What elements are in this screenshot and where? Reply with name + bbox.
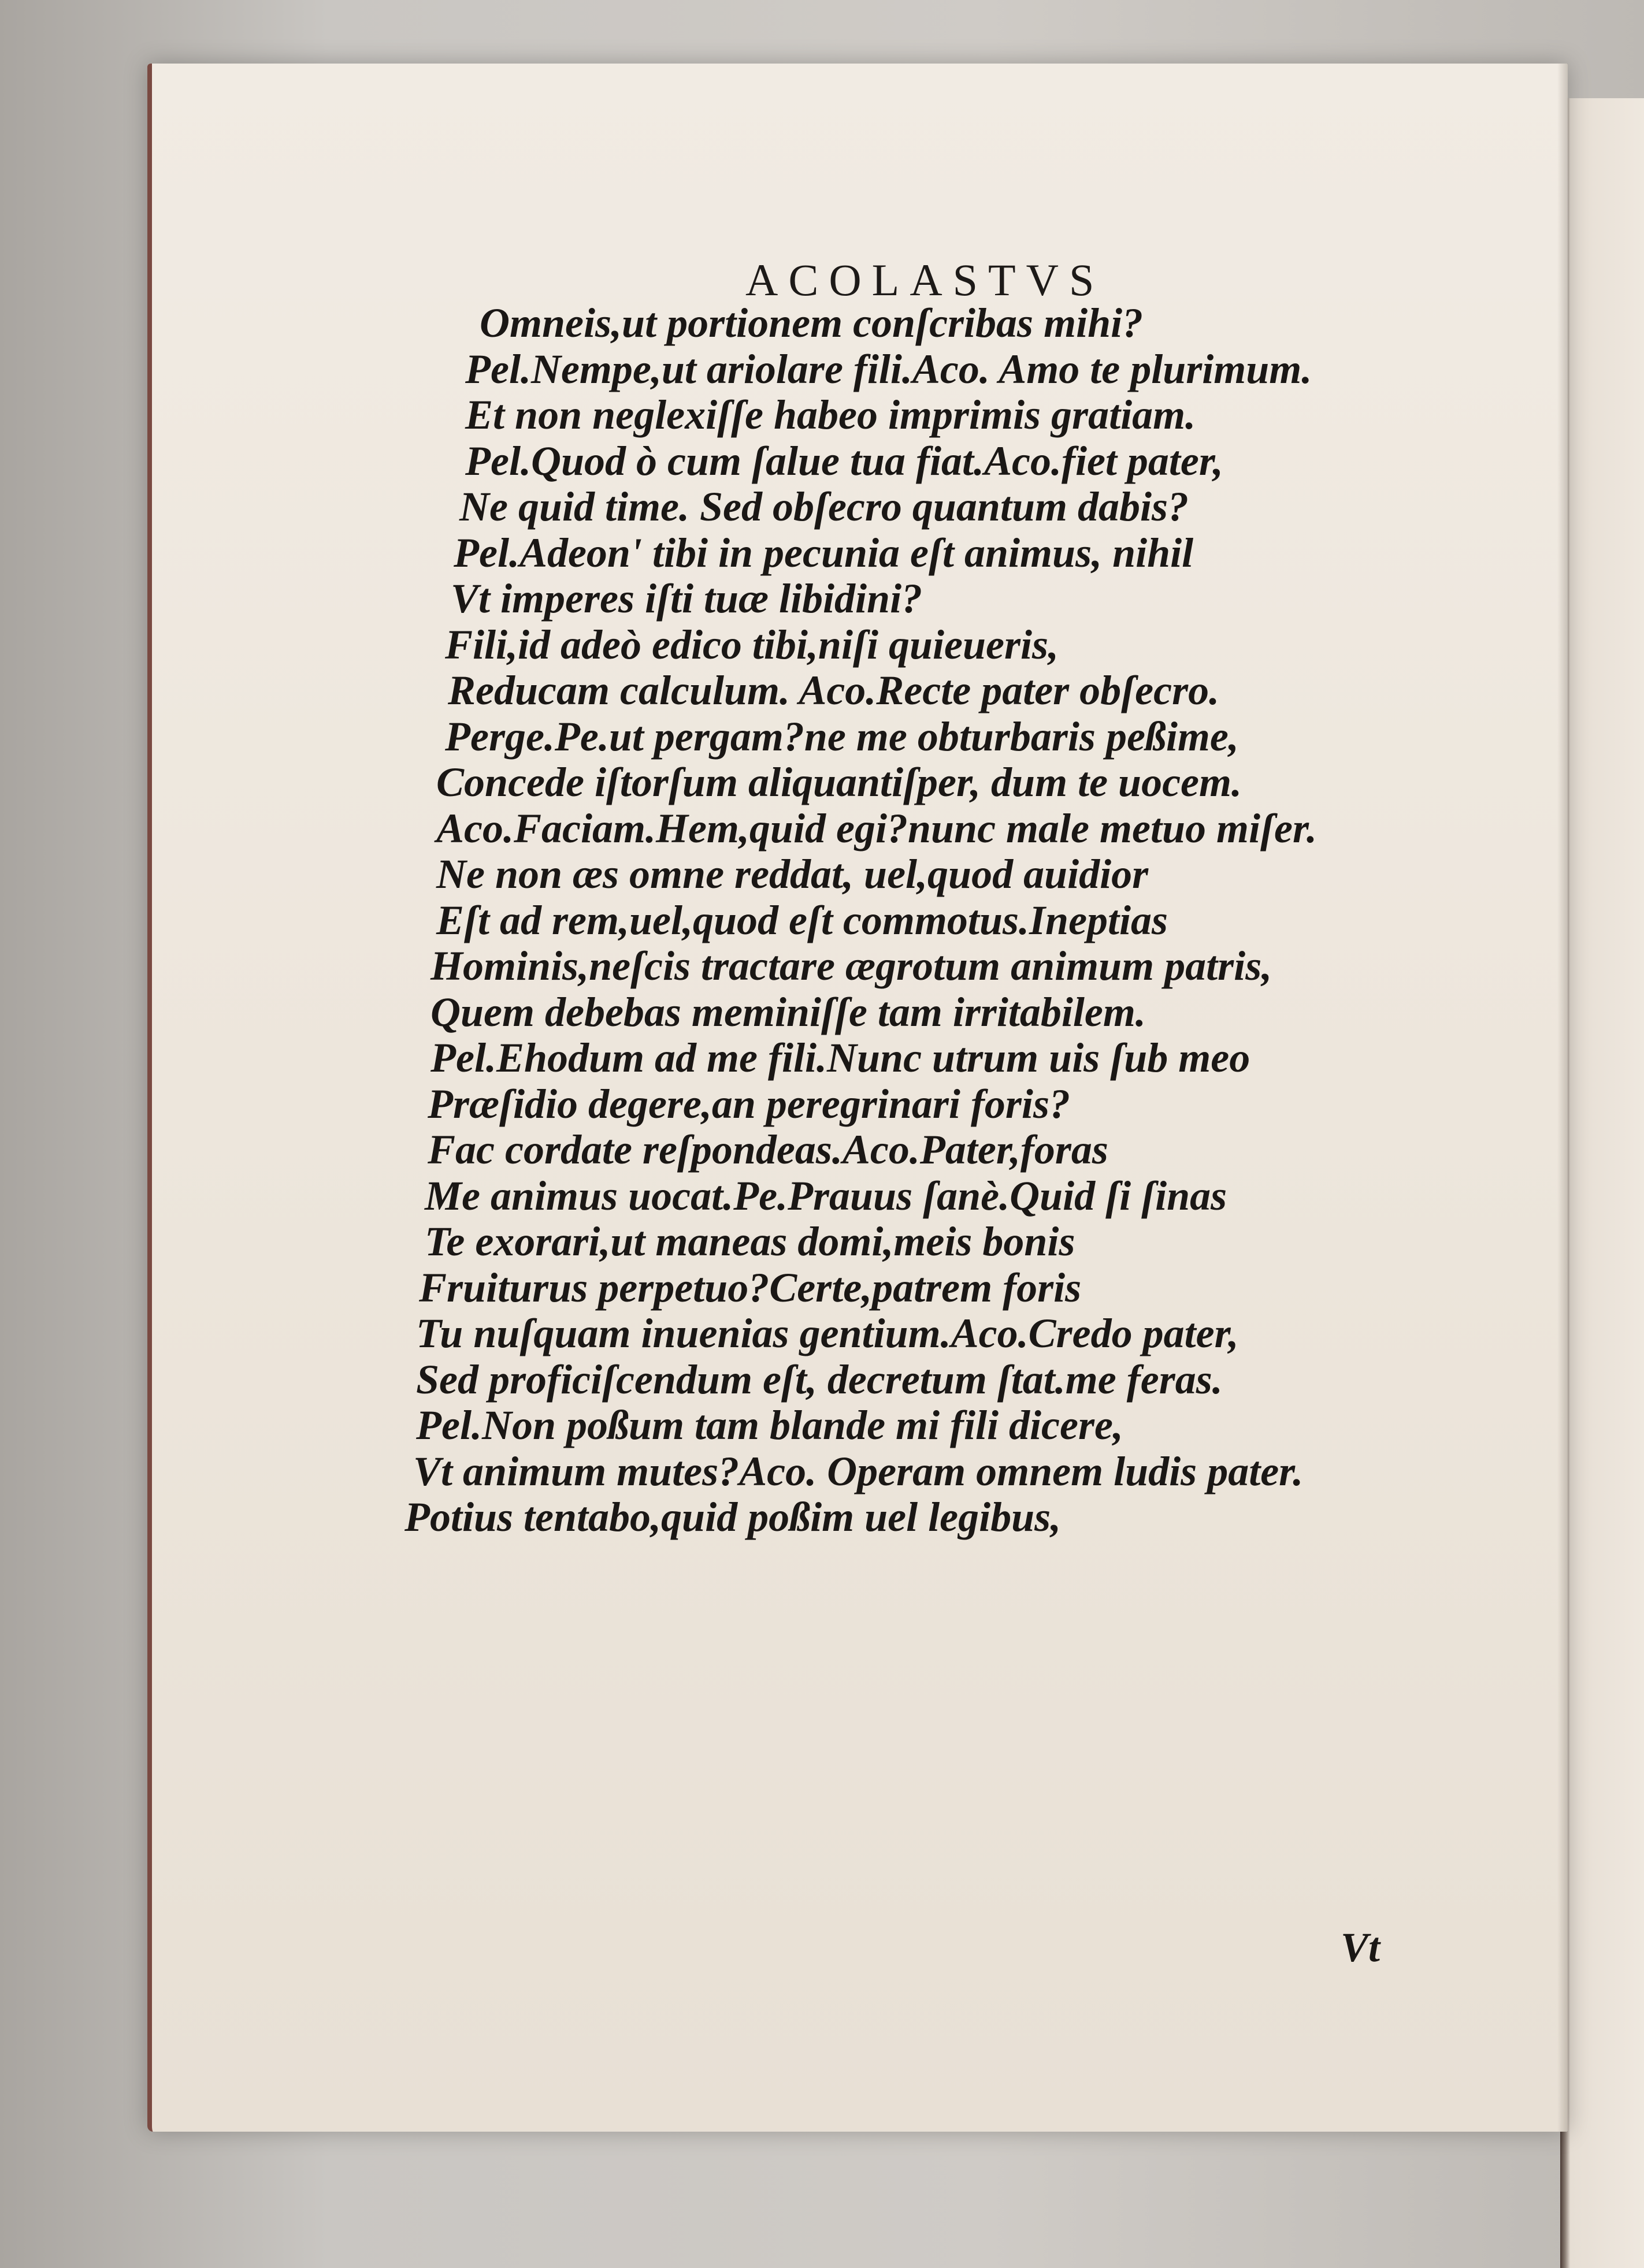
text-line: Tu nuſquam inuenias gentium.Aco.Credo pater, [416, 1310, 1239, 1356]
running-head: ACOLASTVS [745, 255, 1105, 305]
text-line: Pel.Quod ò cum ſalue tua fiat.Aco.fiet pater, [465, 437, 1223, 484]
text-line: Aco.Faciam.Hem,quid egi?nunc male metuo miſer. [436, 805, 1317, 852]
text-block [404, 300, 1445, 1541]
text-line: Hominis,neſcis tractare ægrotum animum patris, [431, 943, 1272, 989]
text-line: Omneis,ut portionem conſcribas mihi? [480, 300, 1144, 346]
text-line: Pel.Adeon' tibi in pecunia eſt animus, nihil [454, 529, 1194, 576]
text-line: Te exorari,ut maneas domi,meis bonis [425, 1218, 1075, 1265]
text-line: Ne non æs omne reddat, uel,quod auidior [436, 851, 1149, 897]
page-edge-shadow [1557, 64, 1568, 2132]
text-line: Et non neglexiſſe habeo imprimis gratiam. [465, 392, 1196, 438]
text-line: Vt imperes iſti tuæ libidini? [451, 575, 923, 622]
text-line: Perge.Pe.ut pergam?ne me obturbaris peßime, [445, 713, 1239, 760]
text-line: Fili,id adeò edico tibi,niſi quieueris, [445, 621, 1059, 668]
text-line: Pel.Nempe,ut ariolare fili.Aco. Amo te plurimum. [465, 345, 1312, 392]
text-line: Eſt ad rem,uel,quod eſt commotus.Ineptias [436, 897, 1168, 943]
text-line: Pel.Ehodum ad me fili.Nunc utrum uis ſub meo [431, 1035, 1250, 1081]
catchword: Vt [1341, 1924, 1380, 1970]
text-line: Quem debebas meminiſſe tam irritabilem. [431, 988, 1146, 1035]
text-line: Me animus uocat.Pe.Prauus ſanè.Quid ſi ſinas [425, 1172, 1227, 1219]
text-line: Concede iſtorſum aliquantiſper, dum te uocem. [436, 759, 1242, 805]
facing-page-edge [1560, 98, 1644, 2268]
text-line: Vt animum mutes?Aco. Operam omnem ludis pater. [413, 1448, 1304, 1494]
text-line: Fruiturus perpetuo?Certe,patrem foris [419, 1264, 1082, 1311]
text-line: Potius tentabo,quid poßim uel legibus, [404, 1494, 1062, 1540]
text-line: Sed proficiſcendum eſt, decretum ſtat.me feras. [416, 1356, 1223, 1403]
text-line: Ne quid time. Sed obſecro quantum dabis? [459, 484, 1189, 530]
text-line: Reducam calculum. Aco.Recte pater obſecro. [448, 667, 1220, 713]
text-line: Pel.Non poßum tam blande mi fili dicere, [416, 1402, 1123, 1448]
text-line: Præſidio degere,an peregrinari foris? [428, 1080, 1070, 1127]
text-line: Fac cordate reſpondeas.Aco.Pater,foras [428, 1126, 1108, 1173]
